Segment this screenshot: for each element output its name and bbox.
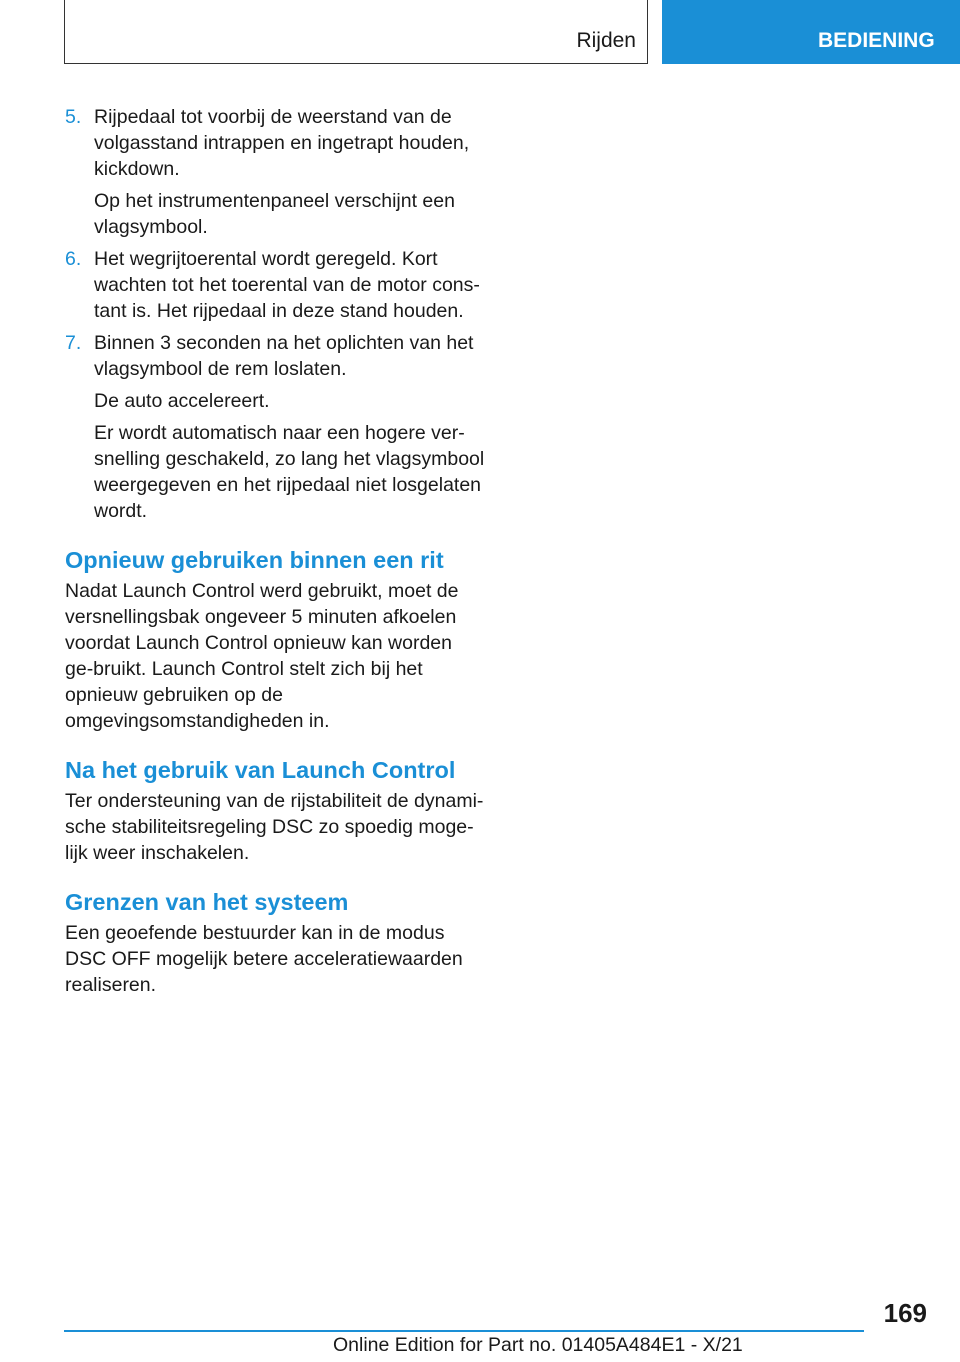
list-item-step-7 bbox=[65, 330, 485, 524]
step-text: Op het instrumentenpaneel verschijnt een vlagsymbool. bbox=[94, 190, 455, 238]
header-frame bbox=[64, 0, 648, 64]
section-paragraph-reuse: Nadat Launch Control werd gebruikt, moet de versnellingsbak ongeveer 5 minuten afkoelen voordat Launch Control opnieuw kan worden ge-bruikt. Launch Control stelt zich bij het opnieuw gebruiken op de omgevingsomstandigheden in. bbox=[65, 580, 459, 732]
step-text: Binnen 3 seconden na het oplichten van het vlagsymbool de rem loslaten. bbox=[94, 332, 474, 380]
footer-edition-text: Online Edition for Part no. 01405A484E1 - X/21 bbox=[333, 1334, 743, 1356]
footer-divider bbox=[64, 1330, 864, 1332]
step-text: Het wegrijtoerental wordt geregeld. Kort wachten tot het toerental van de motor cons-tant is. Het rijpedaal in deze stand houden. bbox=[94, 248, 480, 322]
page-number: 169 bbox=[883, 1298, 927, 1328]
header-chapter-label: BEDIENING bbox=[818, 29, 935, 52]
step-text: Rijpedaal tot voorbij de weerstand van de volgasstand intrappen en ingetrapt houden, kickdown. bbox=[94, 106, 470, 180]
main-content bbox=[65, 104, 485, 998]
header-section-title: Rijden bbox=[576, 29, 636, 52]
list-item-step-6 bbox=[65, 246, 485, 324]
section-paragraph-after-use: Ter ondersteuning van de rijstabiliteit de dynami-sche stabiliteitsregeling DSC zo spoedig moge-lijk weer inschakelen. bbox=[65, 790, 484, 864]
section-heading-reuse: Opnieuw gebruiken binnen een rit bbox=[65, 547, 444, 573]
step-text: Er wordt automatisch naar een hogere ver-snelling geschakeld, zo lang het vlagsymbool weergegeven en het rijpedaal niet losgelaten wordt. bbox=[94, 422, 485, 522]
section-heading-limits: Grenzen van het systeem bbox=[65, 889, 349, 915]
header-chapter-tab bbox=[662, 0, 960, 64]
section-heading-after-use: Na het gebruik van Launch Control bbox=[65, 757, 456, 783]
list-item-step-5 bbox=[65, 104, 485, 240]
step-number: 5. bbox=[65, 106, 82, 128]
step-text: De auto accelereert. bbox=[94, 390, 270, 412]
section-paragraph-limits: Een geoefende bestuurder kan in de modus DSC OFF mogelijk betere acceleratiewaarden realiseren. bbox=[65, 922, 463, 996]
step-number: 7. bbox=[65, 332, 82, 354]
step-number: 6. bbox=[65, 248, 82, 270]
